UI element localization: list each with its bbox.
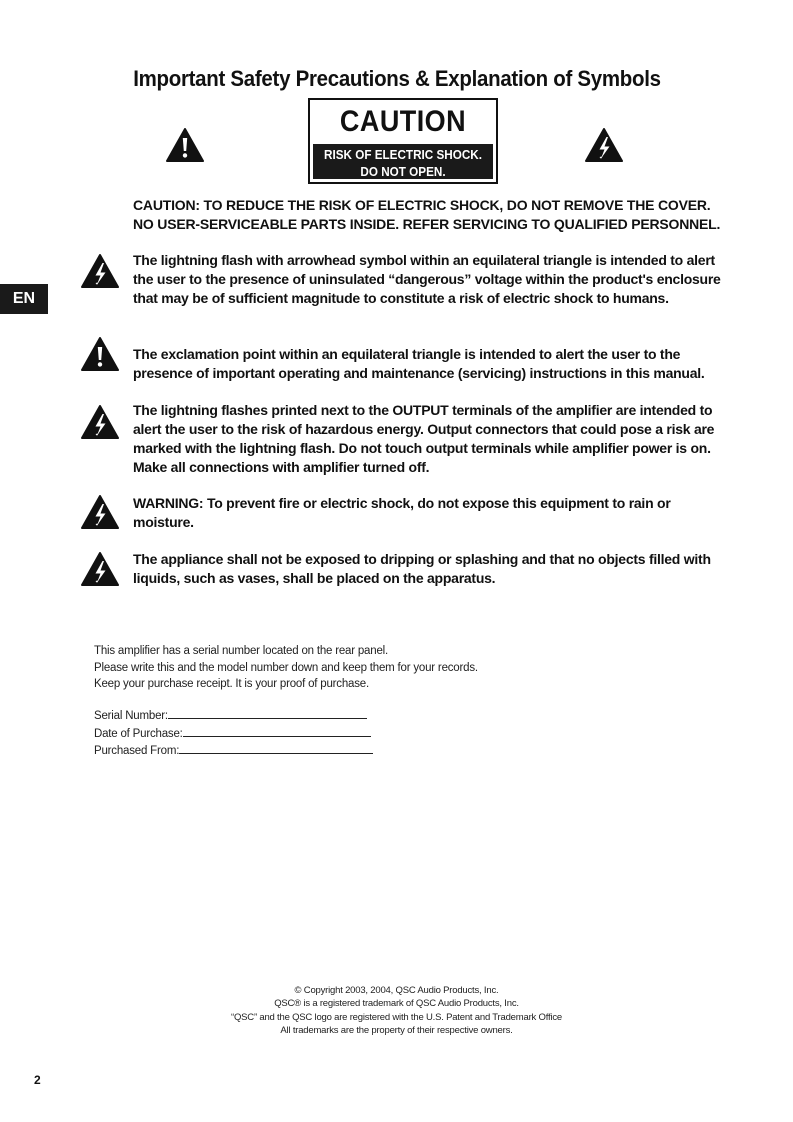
serial-info-line: Please write this and the model number down and keep them for your records. xyxy=(94,661,478,674)
lightning-warning-icon xyxy=(585,127,623,163)
lightning-warning-icon xyxy=(81,404,119,440)
exclamation-warning-icon xyxy=(81,336,119,372)
footer-line: All trademarks are the property of their respective owners. xyxy=(280,1024,513,1036)
symbol-explanation: The lightning flash with arrowhead symbol within an equilateral triangle is intended to alert the user to the presence of uninsulated “dangerous” voltage within the product's enclosure that may be of sufficient magnitude to constitute a risk of electric shock to humans. xyxy=(133,252,721,306)
symbol-explanation: The appliance shall not be exposed to dripping or splashing and that no objects filled with liquids, such as vases, shall be placed on the apparatus. xyxy=(133,551,711,586)
caution-label xyxy=(308,98,498,184)
symbol-explanation: The lightning flashes printed next to the OUTPUT terminals of the amplifier are intended to alert the user to the risk of hazardous energy. Output connectors that could pose a risk are marked with the lightning flash. Do not touch output terminals while amplifier power is on. Make all connections with amplifier turned off. xyxy=(133,402,715,475)
footer-line: QSC® is a registered trademark of QSC Audio Products, Inc. xyxy=(274,998,519,1010)
purchased-from-label: Purchased From: xyxy=(94,745,180,757)
serial-number-blank xyxy=(168,707,367,719)
symbol-explanation: The exclamation point within an equilateral triangle is intended to alert the user to the presence of important operating and maintenance (servicing) instructions in this manual. xyxy=(133,346,705,381)
caution-line-1: RISK OF ELECTRIC SHOCK. xyxy=(324,147,482,162)
lightning-warning-icon xyxy=(81,551,119,587)
serial-number-field xyxy=(94,707,514,725)
language-tab: EN xyxy=(0,284,48,314)
serial-info-line: Keep your purchase receipt. It is your proof of purchase. xyxy=(94,678,369,690)
exclamation-warning-icon xyxy=(166,127,204,163)
date-of-purchase-field xyxy=(94,725,514,743)
page-title: Important Safety Precautions & Explanation of Symbols xyxy=(133,66,661,91)
serial-number-label: Serial Number: xyxy=(94,710,168,722)
caution-line-2: DO NOT OPEN. xyxy=(360,164,446,179)
date-of-purchase-label: Date of Purchase: xyxy=(94,727,183,740)
page-number: 2 xyxy=(34,1073,41,1087)
purchased-from-field xyxy=(94,742,514,760)
caution-statement: CAUTION: TO REDUCE THE RISK OF ELECTRIC SHOCK, DO NOT REMOVE THE COVER. NO USER-SERVICEABLE PARTS INSIDE. REFER SERVICING TO QUALIFIED PERSONNEL. xyxy=(133,197,721,232)
record-fields xyxy=(94,707,514,760)
lightning-warning-icon xyxy=(81,253,119,289)
copyright-footer xyxy=(0,984,793,1037)
caution-subtext xyxy=(313,144,493,179)
footer-line: © Copyright 2003, 2004, QSC Audio Products, Inc. xyxy=(294,985,499,996)
serial-info xyxy=(94,643,514,693)
footer-line: “QSC” and the QSC logo are registered with the U.S. Patent and Trademark Office xyxy=(231,1011,562,1023)
lightning-warning-icon xyxy=(81,494,119,530)
symbol-explanation: WARNING: To prevent fire or electric shock, do not expose this equipment to rain or moisture. xyxy=(133,495,671,530)
serial-info-line: This amplifier has a serial number located on the rear panel. xyxy=(94,645,388,657)
purchased-from-blank xyxy=(179,742,373,754)
caution-heading: CAUTION xyxy=(339,105,467,138)
date-of-purchase-blank xyxy=(183,725,371,737)
